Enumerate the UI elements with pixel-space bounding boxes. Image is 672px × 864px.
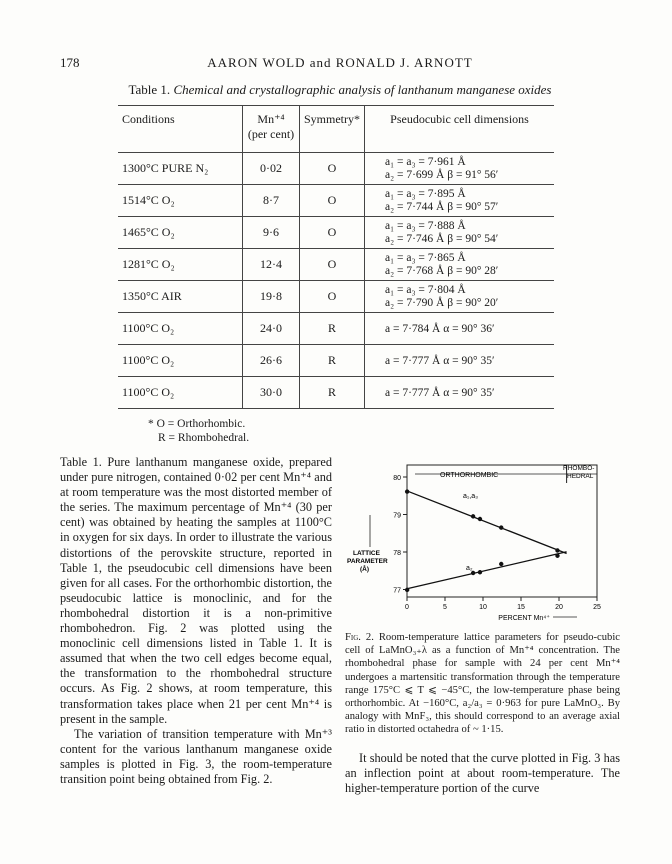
header-mn-line1: Mn⁺⁴: [257, 112, 285, 126]
x-tick-label: 0: [405, 604, 409, 611]
series-line-0: [407, 491, 567, 554]
x-axis-label: PERCENT Mn⁴⁺: [498, 615, 550, 622]
cell-dim-line1: a = 7·777 Å α = 90° 35′: [385, 355, 495, 367]
series-line-1: [407, 552, 567, 589]
table-header-row: [118, 106, 554, 153]
y-axis-label-3: (Å): [360, 566, 370, 573]
x-tick-label: 15: [517, 604, 525, 611]
cell-dim-line1: a₁ = a₃ = 7·961 Å: [385, 155, 466, 168]
cell-dim-line1: a₁ = a₃ = 7·895 Å: [385, 187, 466, 200]
cell-dim-line2: a₂ = 7·744 Å β = 90° 57′: [385, 200, 499, 213]
cell-conditions: 1300°C PURE N₂: [122, 161, 209, 175]
cell-symmetry: O: [300, 281, 365, 313]
cell-dimensions: [365, 345, 555, 377]
table-footnote: [148, 417, 249, 445]
cell-dimensions: [365, 185, 555, 217]
data-point: [555, 554, 559, 558]
series-label-a1a3: a₁,a₃: [463, 493, 478, 500]
data-points: [405, 489, 560, 592]
data-point: [478, 517, 482, 521]
cell-symmetry: O: [300, 153, 365, 185]
cell-dim-line1: a₁ = a₃ = 7·804 Å: [385, 283, 466, 296]
cell-dimensions: [365, 153, 555, 185]
table-row: [118, 153, 554, 185]
x-tick-label: 25: [593, 604, 601, 611]
table-caption: [60, 82, 620, 98]
cell-conditions: 1465°C O₂: [122, 225, 175, 239]
cell-dim-line2: a₂ = 7·746 Å β = 90° 54′: [385, 232, 499, 245]
cell-symmetry: O: [300, 185, 365, 217]
x-tick-label: 10: [479, 604, 487, 611]
figure-caption-label: Fig. 2.: [345, 632, 374, 643]
data-point: [555, 548, 559, 552]
cell-conditions: 1514°C O₂: [122, 193, 175, 207]
y-axis-label-2: PARAMETER: [347, 558, 388, 565]
y-tick-label: 79: [393, 512, 401, 520]
axis-ticks: [393, 475, 601, 611]
region-label-rhombohedral-2: HEDRAL: [567, 473, 594, 480]
page-number: 178: [60, 55, 80, 70]
cell-conditions: 1350°C AIR: [122, 289, 182, 303]
cell-dim-line2: a₂ = 7·768 Å β = 90° 28′: [385, 264, 499, 277]
cell-dimensions: [365, 281, 555, 313]
header-mn-line2: (per cent): [247, 127, 295, 141]
table-row: [118, 313, 554, 345]
figure-caption: [345, 631, 620, 737]
x-tick-label: 5: [443, 604, 447, 611]
paragraph: The variation of transition temperature with Mn⁺³ content for the various lanthanum manganese oxide samples is plotted in Fig. 3, the room-temperature transition point being obtained from Fig. 2.: [60, 726, 332, 786]
cell-conditions: 1281°C O₂: [122, 257, 175, 271]
table-row: [118, 377, 554, 409]
paragraph: Table 1. Pure lanthanum manganese oxide, prepared under pure nitrogen, contained 0·02 per cent Mn⁺⁴ and at room temperature was the most distorted member of the series. The maximum percentage of Mn⁺⁴ (30 per cent) was obtained by heating the samples at 1100°C in oxygen for six days. In order to illustrate the various distortions of the perovskite structure, reported in Table 1, the pseudocubic cell dimensions have been given for all cases. For the orthorhombic distortion, the pseudocubic lattice is monoclinic, and for the rhombohedral distortion it is a non-primitive rhombohedron. Fig. 2 was plotted using the monoclinic cell dimensions listed in Table 1. It is assumed that when the two cell edges become equal, the transformation to the rhombohedral structure occurs. As Fig. 2 shows, at room temperature, this transformation takes place when 21 per cent Mn⁺⁴ is present in the sample.: [60, 455, 332, 726]
table-caption-text: Chemical and crystallographic analysis of lanthanum manganese oxides: [173, 82, 552, 97]
header-symmetry: Symmetry*: [300, 106, 365, 153]
table-row: [118, 217, 554, 249]
cell-dim-line1: a = 7·777 Å α = 90° 35′: [385, 387, 495, 399]
data-point: [478, 570, 482, 574]
data-point: [471, 514, 475, 518]
cell-mn: 30·0: [243, 377, 300, 409]
header-mn: [243, 106, 300, 153]
lattice-parameter-chart: [345, 455, 620, 630]
cell-mn: 9·6: [243, 217, 300, 249]
cell-symmetry: O: [300, 249, 365, 281]
cell-dimensions: [365, 313, 555, 345]
body-text-right: It should be noted that the curve plotted in Fig. 3 has an inflection point at about room-temperature. The higher-temperature portion of the curve: [345, 751, 620, 796]
cell-conditions: 1100°C O₂: [122, 385, 175, 399]
figure-caption-text: Room-temperature lattice parameters for pseudo-cubic cell of LaMnO₃₊λ as a function of Mn⁺⁴ concentration. The rhombohedral phase for sample with 24 per cent Mn⁺⁴ undergoes a martensitic transformation through the temperature range 175°C ⩽ T ⩽ −45°C, the low-temperature phase being orthorhombic. At −160°C, a₂/a₃ = 0·963 for pure LaMnO₃. By analogy with MnF₃, this should correspond to an average axial ratio in distorted octahedra of ~ 1·15.: [345, 632, 620, 736]
region-label-rhombohedral-1: RHOMBO-: [563, 465, 595, 472]
region-label-orthorhombic: ORTHORHOMBIC: [440, 472, 499, 479]
header-conditions: Conditions: [122, 112, 175, 126]
y-axis-label-1: LATTICE: [353, 550, 380, 557]
body-text-left: [60, 455, 332, 787]
series-lines: [407, 491, 567, 589]
cell-dim-line2: a₂ = 7·699 Å β = 91° 56′: [385, 168, 499, 181]
y-tick-label: 77: [393, 587, 401, 595]
data-point: [499, 525, 503, 529]
data-table: [118, 105, 554, 409]
table-row: [118, 281, 554, 313]
cell-symmetry: O: [300, 217, 365, 249]
cell-mn: 26·6: [243, 345, 300, 377]
y-tick-label: 78: [393, 550, 401, 557]
table-row: [118, 345, 554, 377]
figure-2: [345, 455, 620, 630]
x-tick-label: 20: [555, 604, 563, 611]
running-title: AARON WOLD and RONALD J. ARNOTT: [207, 55, 473, 70]
cell-mn: 8·7: [243, 185, 300, 217]
cell-conditions: 1100°C O₂: [122, 321, 175, 335]
table-row: [118, 185, 554, 217]
cell-dim-line1: a₁ = a₃ = 7·865 Å: [385, 251, 466, 264]
cell-mn: 0·02: [243, 153, 300, 185]
series-label-a2: a₂: [466, 565, 473, 572]
y-tick-label: 80: [393, 475, 401, 482]
table-caption-label: Table 1.: [128, 82, 171, 97]
data-point: [405, 489, 409, 493]
footnote-line1: * O = Orthorhombic.: [148, 418, 246, 430]
cell-mn: 19·8: [243, 281, 300, 313]
cell-symmetry: R: [300, 345, 365, 377]
cell-dim-line1: a₁ = a₃ = 7·888 Å: [385, 219, 466, 232]
cell-symmetry: R: [300, 313, 365, 345]
table-bottom-rule: [118, 408, 554, 409]
footnote-line2: R = Rhombohedral.: [158, 432, 250, 444]
cell-dimensions: [365, 377, 555, 409]
header-dimensions: Pseudocubic cell dimensions: [365, 106, 555, 153]
table-row: [118, 249, 554, 281]
data-point: [405, 588, 409, 592]
plot-frame: [407, 465, 597, 597]
cell-mn: 24·0: [243, 313, 300, 345]
cell-symmetry: R: [300, 377, 365, 409]
cell-dim-line1: a = 7·784 Å α = 90° 36′: [385, 323, 495, 335]
cell-dimensions: [365, 217, 555, 249]
cell-dim-line2: a₂ = 7·790 Å β = 90° 20′: [385, 296, 499, 309]
page-header: [60, 55, 620, 73]
cell-conditions: 1100°C O₂: [122, 353, 175, 367]
data-point: [499, 562, 503, 566]
cell-dimensions: [365, 249, 555, 281]
cell-mn: 12·4: [243, 249, 300, 281]
